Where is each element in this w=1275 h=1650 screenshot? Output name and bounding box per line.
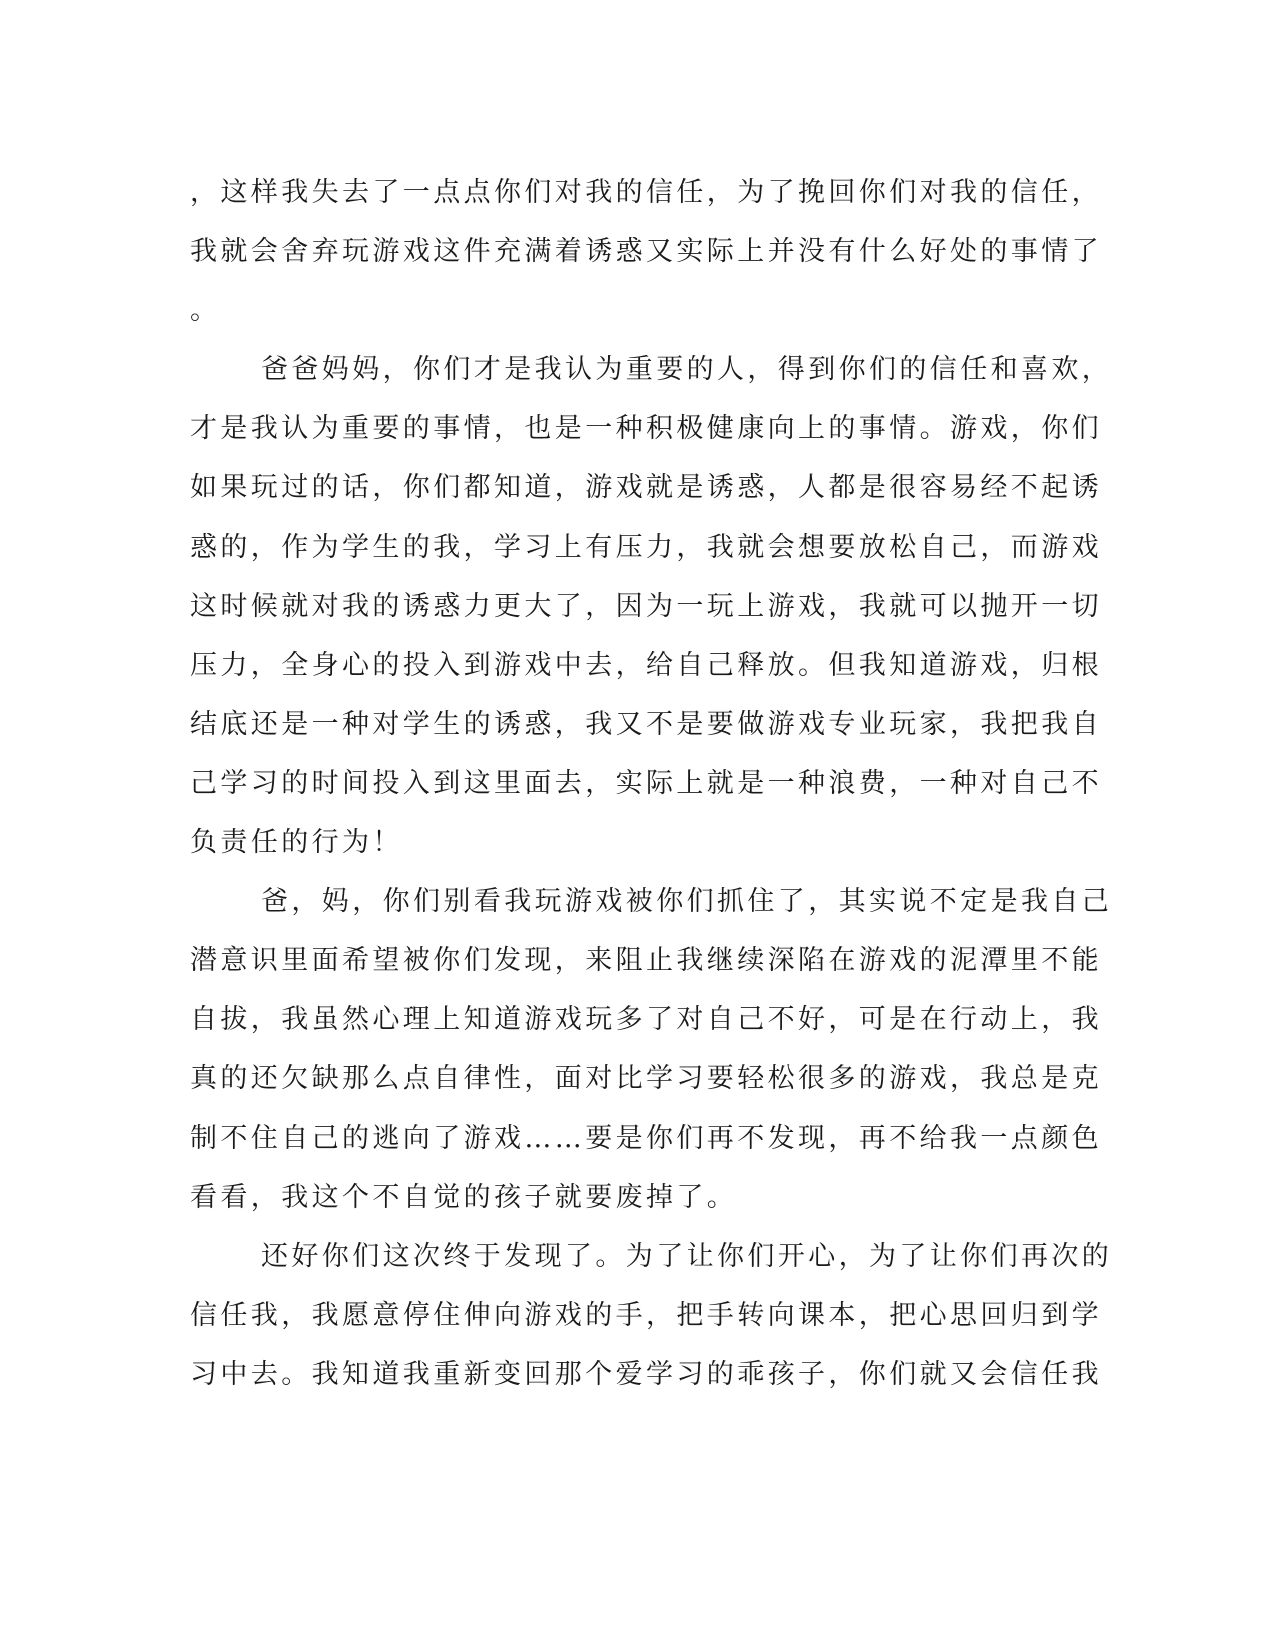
text-line-10: 结底还是一种对学生的诱惑，我又不是要做游戏专业玩家，我把我自 — [190, 708, 1102, 740]
text-line-15: 自拔，我虽然心理上知道游戏玩多了对自己不好，可是在行动上，我 — [190, 1004, 1102, 1036]
text-line-14: 潜意识里面希望被你们发现，来阻止我继续深陷在游戏的泥潭里不能 — [190, 945, 1102, 977]
text-line-6: 如果玩过的话，你们都知道，游戏就是诱惑，人都是很容易经不起诱 — [190, 472, 1102, 504]
text-line-19: 还好你们这次终于发现了。为了让你们开心，为了让你们再次的 — [261, 1240, 1113, 1272]
text-line-7: 惑的，作为学生的我，学习上有压力，我就会想要放松自己，而游戏 — [190, 531, 1102, 563]
text-line-16: 真的还欠缺那么点自律性，面对比学习要轻松很多的游戏，我总是克 — [190, 1063, 1102, 1095]
text-line-13: 爸，妈，你们别看我玩游戏被你们抓住了，其实说不定是我自己 — [261, 886, 1113, 918]
text-line-12: 负责任的行为！ — [190, 827, 403, 859]
text-line-5: 才是我认为重要的事情，也是一种积极健康向上的事情。游戏，你们 — [190, 413, 1102, 445]
text-line-3: 。 — [190, 295, 221, 327]
text-line-8: 这时候就对我的诱惑力更大了，因为一玩上游戏，我就可以抛开一切 — [190, 590, 1102, 622]
text-line-9: 压力，全身心的投入到游戏中去，给自己释放。但我知道游戏，归根 — [190, 649, 1102, 681]
text-line-11: 己学习的时间投入到这里面去，实际上就是一种浪费，一种对自己不 — [190, 767, 1102, 799]
text-line-17: 制不住自己的逃向了游戏……要是你们再不发现，再不给我一点颜色 — [190, 1122, 1102, 1154]
text-line-21: 习中去。我知道我重新变回那个爱学习的乖孩子，你们就又会信任我 — [190, 1358, 1102, 1390]
document-body — [190, 163, 1113, 1404]
text-line-2: 我就会舍弃玩游戏这件充满着诱惑又实际上并没有什么好处的事情了 — [190, 236, 1102, 268]
text-line-20: 信任我，我愿意停住伸向游戏的手，把手转向课本，把心思回归到学 — [190, 1299, 1102, 1331]
text-line-4: 爸爸妈妈，你们才是我认为重要的人，得到你们的信任和喜欢， — [261, 354, 1113, 386]
text-line-1: ，这样我失去了一点点你们对我的信任，为了挽回你们对我的信任， — [190, 177, 1102, 208]
text-line-18: 看看，我这个不自觉的孩子就要废掉了。 — [190, 1181, 738, 1213]
